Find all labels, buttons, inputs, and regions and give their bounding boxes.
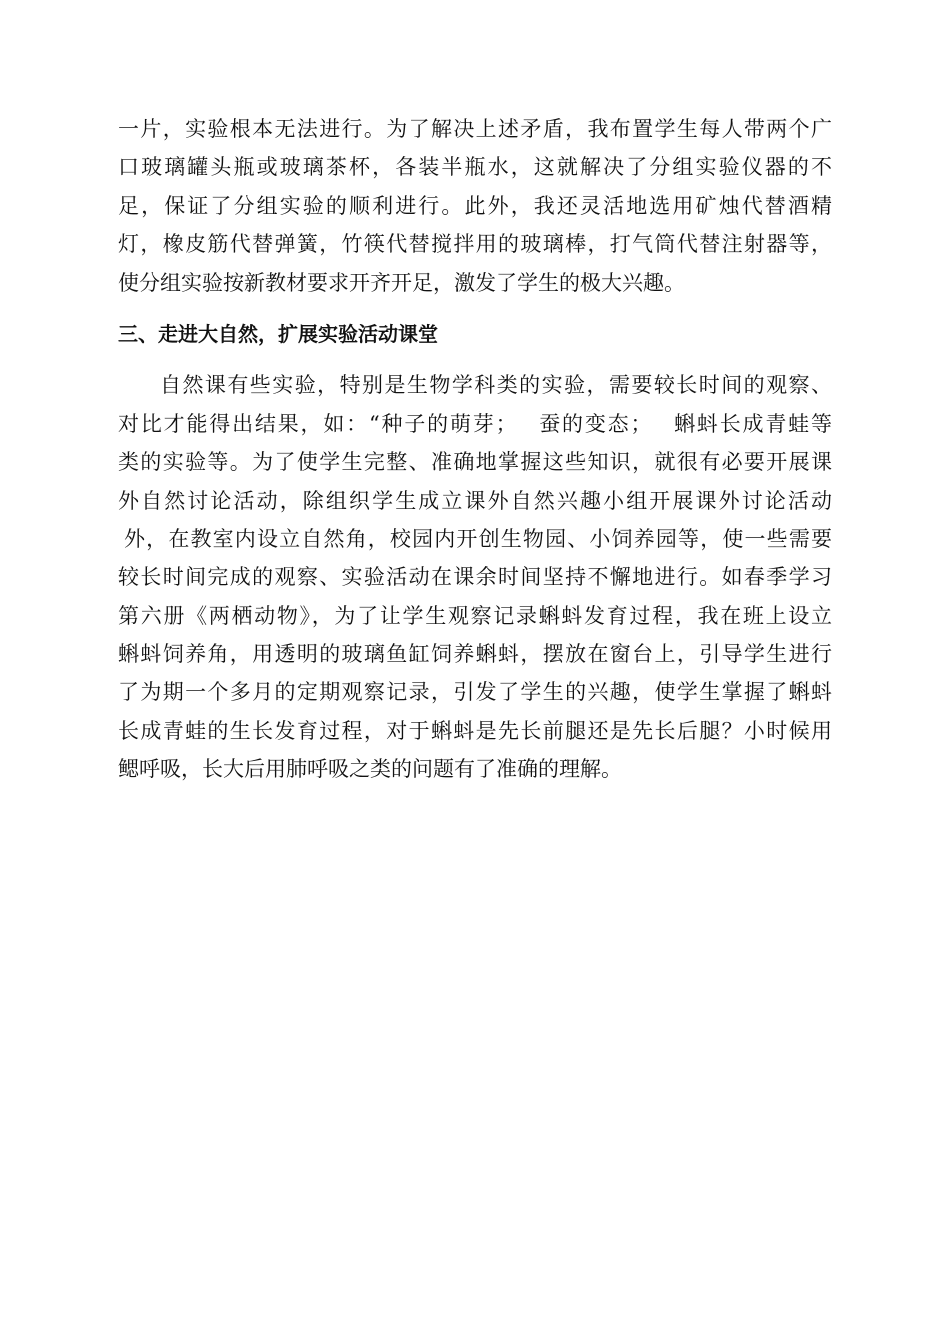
paragraph-2-line: 了为期一个多月的定期观察记录，引发了学生的兴趣，使学生掌握了蝌蚪 (118, 680, 832, 705)
paragraph-2-line: 外自然讨论活动，除组织学生成立课外自然兴趣小组开展课外讨论活动 (118, 488, 832, 513)
paragraph-2-line: 较长时间完成的观察、实验活动在课余时间坚持不懈地进行。如春季学习 (118, 565, 832, 590)
paragraph-2-line: 第六册《两栖动物》，为了让学生观察记录蝌蚪发育过程，我在班上设立 (118, 603, 832, 628)
paragraph-2-line: 类的实验等。为了使学生完整、准确地掌握这些知识，就很有必要开展课 (118, 450, 832, 475)
paragraph-2-line: 对比才能得出结果，如：“种子的萌芽； 蚕的变态； 蝌蚪长成青蛙等 (118, 411, 832, 436)
paragraph-2-line: 蝌蚪饲养角，用透明的玻璃鱼缸饲养蝌蚪，摆放在窗台上，引导学生进行 (118, 642, 832, 667)
paragraph-1-line: 使分组实验按新教材要求开齐开足，激发了学生的极大兴趣。 (118, 270, 685, 295)
paragraph-2-line: 长成青蛙的生长发育过程，对于蝌蚪是先长前腿还是先长后腿？小时候用 (118, 718, 832, 743)
paragraph-2-line: 鳃呼吸，长大后用肺呼吸之类的问题有了准确的理解。 (118, 757, 622, 782)
paragraph-2 (118, 366, 832, 788)
paragraph-2-line: 自然课有些实验，特别是生物学科类的实验，需要较长时间的观察、 (160, 373, 832, 398)
paragraph-1-line: 灯，橡皮筋代替弹簧，竹筷代替搅拌用的玻璃棒，打气筒代替注射器等， (118, 232, 832, 257)
paragraph-1-line: 足，保证了分组实验的顺利进行。此外，我还灵活地选用矿烛代替酒精 (118, 193, 832, 218)
document-body (118, 110, 832, 789)
paragraph-2-line: 外，在教室内设立自然角，校园内开创生物园、小饲养园等，使一些需要 (124, 526, 832, 551)
paragraph-1-line: 口玻璃罐头瓶或玻璃茶杯，各装半瓶水，这就解决了分组实验仪器的不 (118, 155, 832, 180)
section-heading: 三、走进大自然，扩展实验活动课堂 (118, 321, 438, 346)
paragraph-1 (118, 110, 832, 302)
paragraph-1-line: 一片，实验根本无法进行。为了解决上述矛盾，我布置学生每人带两个广 (118, 117, 832, 141)
